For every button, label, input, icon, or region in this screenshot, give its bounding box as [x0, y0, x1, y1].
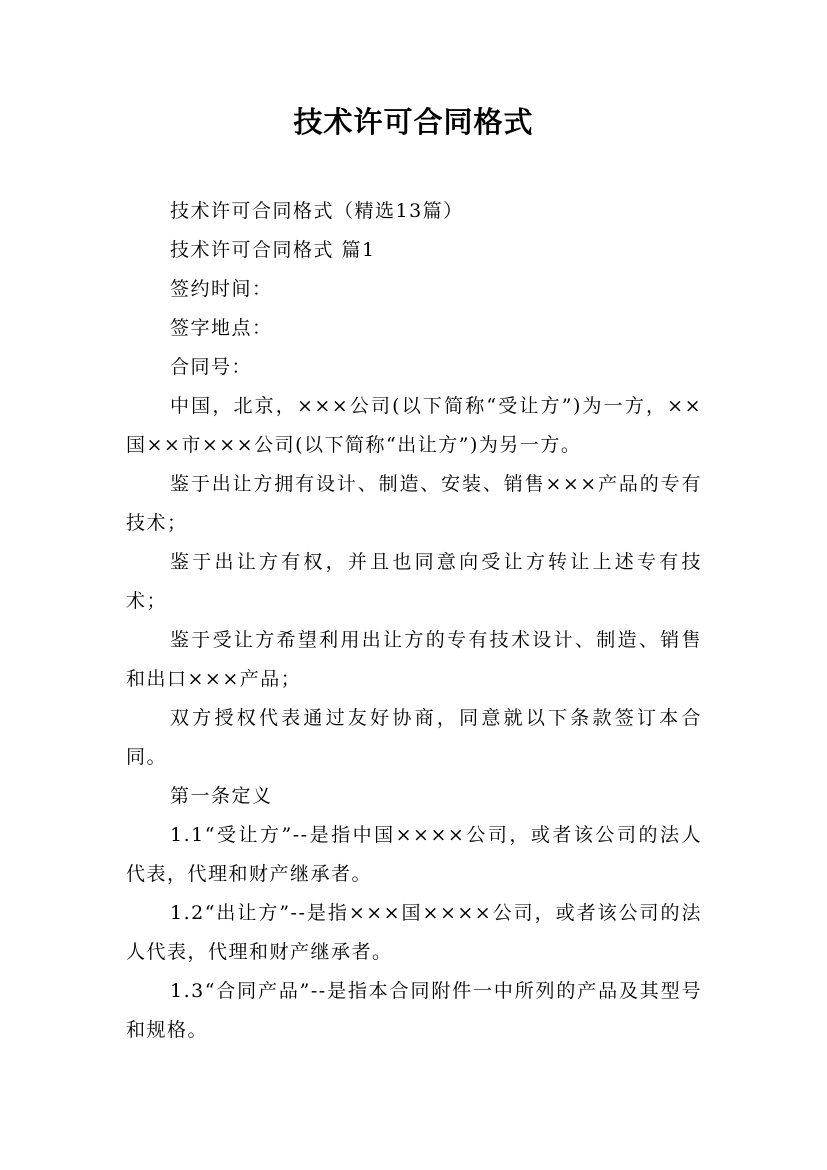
paragraph-parties: 中国，北京，×××公司(以下简称“受让方”)为一方，××国××市×××公司(以下简称“出让方”)为另一方。 [126, 395, 702, 456]
paragraph-clause-1-3: 1.3“合同产品”--是指本合同附件一中所列的产品及其型号和规格。 [126, 980, 702, 1041]
paragraph-recital-1: 鉴于出让方拥有设计、制造、安装、销售×××产品的专有技术； [126, 473, 702, 534]
paragraph-recital-2: 鉴于出让方有权，并且也同意向受让方转让上述专有技术； [126, 551, 702, 612]
paragraph-agreement: 双方授权代表通过友好协商，同意就以下条款签订本合同。 [126, 707, 702, 768]
paragraph-contract-number: 合同号： [170, 356, 253, 378]
paragraph-recital-3: 鉴于受让方希望利用出让方的专有技术设计、制造、销售和出口×××产品； [126, 629, 702, 690]
paragraph-signing-time: 签约时间： [170, 278, 273, 300]
document-title: 技术许可合同格式 [293, 105, 534, 139]
paragraph-signing-place: 签字地点： [170, 317, 273, 339]
paragraph-clause-1-2: 1.2“出让方”--是指×××国××××公司，或者该公司的法人代表，代理和财产继承者。 [126, 902, 702, 963]
paragraph-section-heading: 技术许可合同格式 篇1 [170, 239, 376, 261]
paragraph-article-1-heading: 第一条定义 [170, 785, 273, 807]
paragraph-clause-1-1: 1.1“受让方”--是指中国××××公司，或者该公司的法人代表，代理和财产继承者。 [126, 824, 702, 885]
document-body [126, 192, 702, 1050]
paragraph-subtitle: 技术许可合同格式（精选13篇） [170, 200, 464, 222]
